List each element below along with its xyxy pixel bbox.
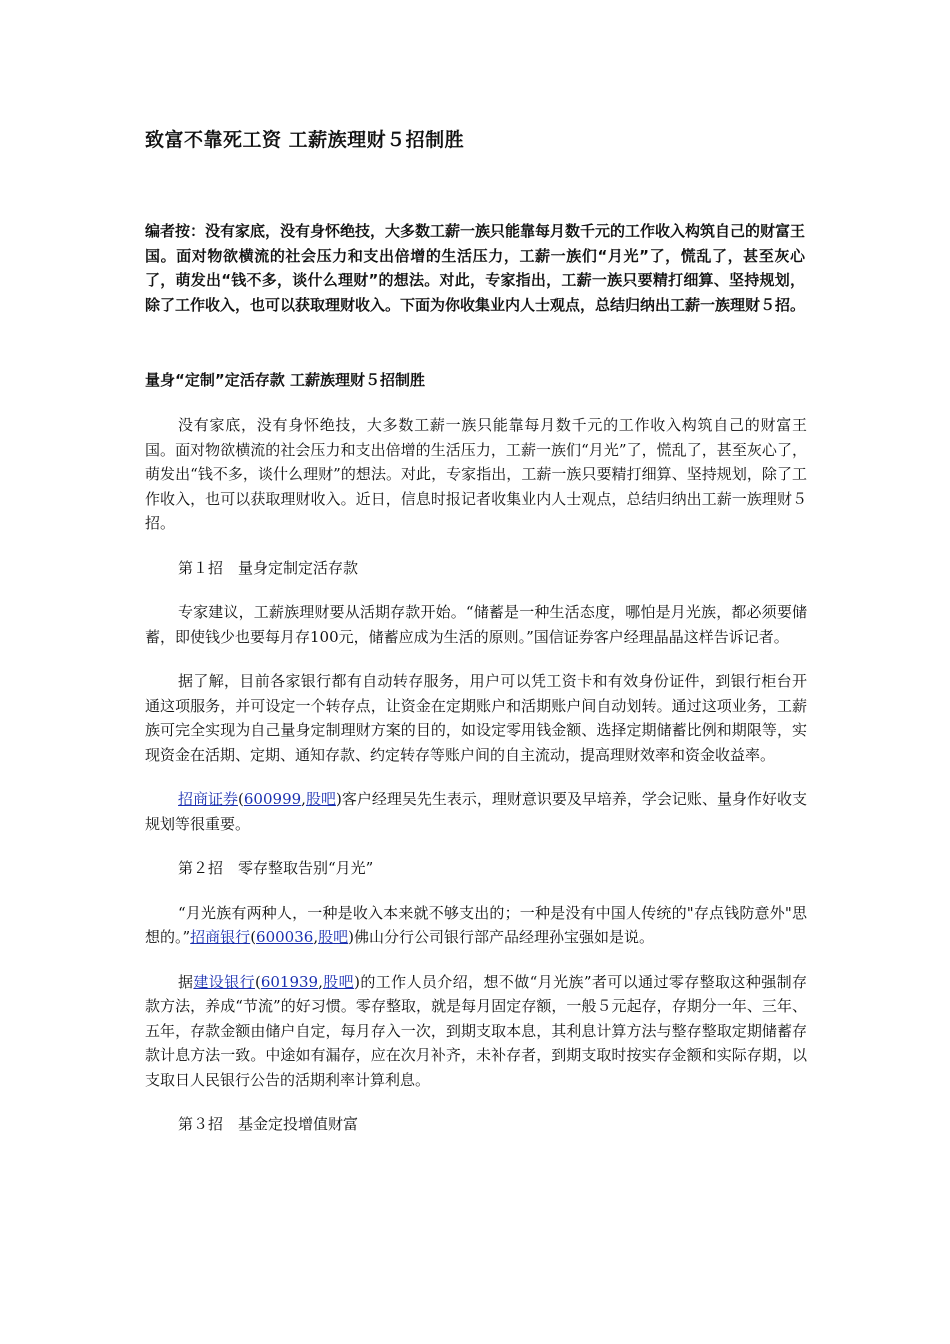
comma: , bbox=[313, 928, 319, 946]
paragraph-lead: 据 bbox=[178, 972, 194, 991]
tip1-paragraph-2: 据了解，目前各家银行都有自动转存服务，用户可以凭工资卡和有效身份证件，到银行柜台开通这项服务，并可设定一个转存点，让资金在定期账户和活期账户间自动划转。通过这项业务，工薪族可完全实现为自己量身定制理财方案的目的，如设定零用钱金额、选择定期储蓄比例和期限等，实现资金在活期、定期、通知存款、约定转存等账户间的自主流动，提高理财效率和资金收益率。 bbox=[145, 672, 807, 764]
tip3-heading: 第３招 基金定投增值财富 bbox=[178, 1115, 359, 1133]
stock-forum-link[interactable]: 股吧 bbox=[322, 972, 355, 991]
comma: , bbox=[318, 972, 323, 991]
tip1-paragraph-1: 专家建议，工薪族理财要从活期存款开始。“储蓄是一种生活态度，哪怕是月光族，都必须要储蓄，即使钱少也要每月存100元，储蓄应成为生活的原则。”国信证券客户经理晶晶这样告诉记者。 bbox=[145, 603, 807, 646]
stock-forum-link[interactable]: 股吧 bbox=[305, 790, 336, 808]
paren-open: ( bbox=[238, 790, 244, 808]
article-title: 致富不靠死工资 工薪族理财５招制胜 bbox=[145, 129, 465, 151]
paren-close: ) bbox=[335, 790, 342, 808]
paren-close: ) bbox=[354, 972, 360, 991]
comma: , bbox=[301, 790, 306, 808]
article-subhead: 量身“定制”定活存款 工薪族理财５招制胜 bbox=[145, 371, 425, 389]
tip1-paragraph-3 bbox=[145, 787, 807, 836]
paren-close: ) bbox=[348, 928, 354, 946]
paragraph-text: 佛山分行公司银行部产品经理孙宝强如是说。 bbox=[353, 928, 654, 946]
editor-note: 编者按：没有家底，没有身怀绝技，大多数工薪一族只能靠每月数千元的工作收入构筑自己的财富王国。面对物欲横流的社会压力和支出倍增的生活压力，工薪一族们“月光”了，慌乱了，甚至灰心了，萌发出“钱不多，谈什么理财”的想法。对此，专家指出，工薪一族只要精打细算、坚持规划，除了工作收入，也可以获取理财收入。下面为你收集业内人士观点，总结归纳出工薪一族理财５招。 bbox=[145, 222, 806, 314]
tip2-heading: 第２招 零存整取告别“月光” bbox=[178, 859, 374, 877]
tip2-paragraph-1 bbox=[145, 901, 807, 950]
paren-open: ( bbox=[254, 972, 261, 991]
stock-code-link-600036[interactable]: 600036 bbox=[256, 928, 314, 946]
tip2-paragraph-2 bbox=[145, 970, 807, 1093]
stock-forum-link[interactable]: 股吧 bbox=[318, 928, 349, 946]
paren-open: ( bbox=[250, 928, 257, 946]
stock-link-cmb[interactable]: 招商银行 bbox=[190, 928, 251, 946]
paragraph-text: 客户经理吴先生表示，理财意识要及早培养，学会记账、量身作好收支规划等很重要。 bbox=[145, 790, 807, 833]
stock-code-link-600999[interactable]: 600999 bbox=[243, 790, 302, 808]
intro-paragraph: 没有家底，没有身怀绝技，大多数工薪一族只能靠每月数千元的工作收入构筑自己的财富王国。面对物欲横流的社会压力和支出倍增的生活压力，工薪一族们“月光”了，慌乱了，甚至灰心了，萌发出“钱不多，谈什么理财”的想法。对此，专家指出，工薪一族只要精打细算、坚持规划，除了工作收入，也可以获取理财收入。近日，信息时报记者收集业内人士观点，总结归纳出工薪一族理财５招。 bbox=[145, 416, 807, 532]
stock-link-ccb[interactable]: 建设银行 bbox=[193, 972, 255, 991]
quote-text: “月光族有两种人，一种是收入本来就不够支出的；一种是没有中国人传统的"存点钱防意外"思想的。” bbox=[145, 903, 807, 946]
stock-link-zhaoshang-securities[interactable]: 招商证券 bbox=[178, 790, 239, 808]
tip1-heading: 第１招 量身定制定活存款 bbox=[178, 558, 359, 577]
stock-code-link-601939[interactable]: 601939 bbox=[260, 972, 319, 991]
article-body bbox=[145, 413, 807, 1157]
paragraph-text: 的工作人员介绍，想不做“月光族”者可以通过零存整取这种强制存款方法，养成“节流”的好习惯。零存整取，就是每月固定存额，一般５元起存，存期分一年、三年、五年，存款金额由储户自定，每月存入一次，到期支取本息，其利息计算方法与整存整取定期储蓄存款计息方法一致。中途如有漏存，应在次月补齐，未补存者，到期支取时按实存金额和实际存期，以支取日人民银行公告的活期利率计算利息。 bbox=[145, 972, 807, 1089]
